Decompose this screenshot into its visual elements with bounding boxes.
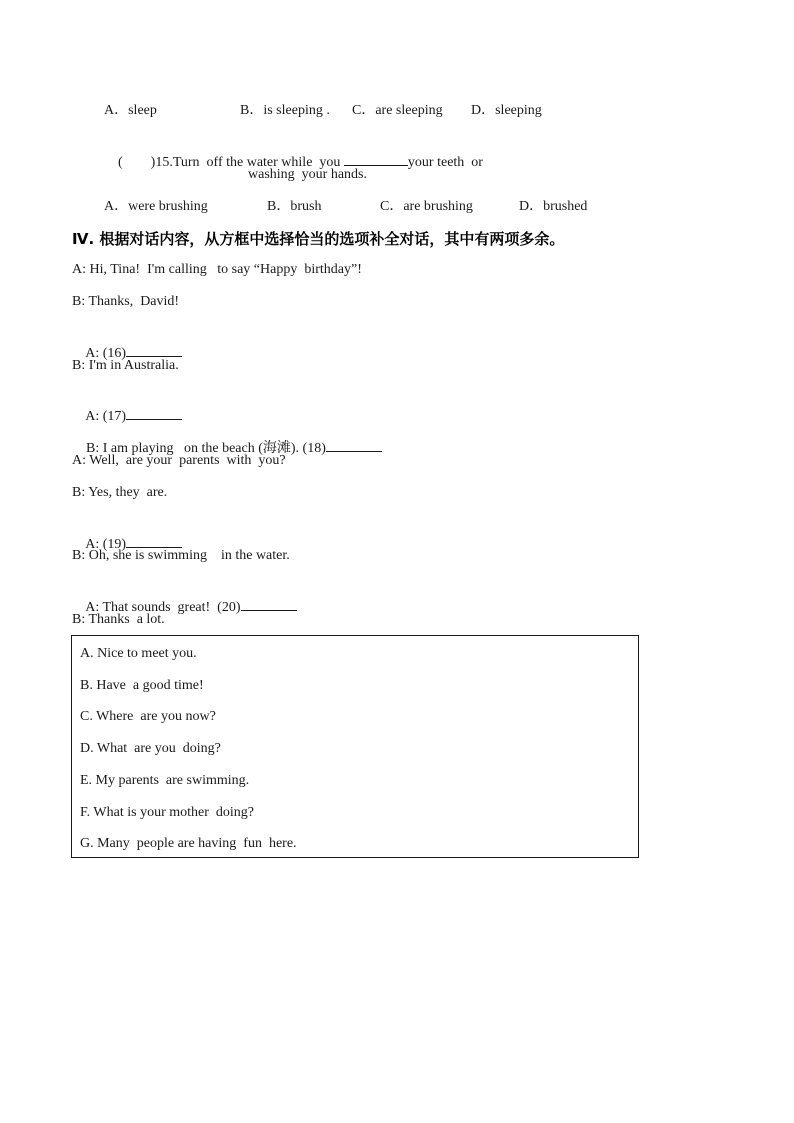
dialogue-line-6-text: B: I am playing on the beach (海滩). (18) xyxy=(86,441,326,456)
dialogue-line-12: B: Thanks a lot. xyxy=(72,612,165,627)
dialogue-line-10: B: Oh, she is swimming in the water. xyxy=(72,548,290,563)
box-option-c: C. Where are you now? xyxy=(80,709,216,724)
dialogue-line-8: B: Yes, they are. xyxy=(72,485,168,500)
q15-option-d: D．brushed xyxy=(519,199,588,214)
q15-option-c: C．are brushing xyxy=(380,199,473,214)
blank-20[interactable] xyxy=(241,597,297,611)
blank-19[interactable] xyxy=(126,534,182,548)
q15-option-a: A．were brushing xyxy=(104,199,208,214)
section-4-heading: Ⅳ. 根据对话内容，从方框中选择恰当的选项补全对话，其中有两项多余。 xyxy=(72,230,565,248)
q15-answer-blank[interactable] xyxy=(344,152,408,166)
q14-option-a: A．sleep xyxy=(104,103,157,118)
dialogue-line-9-text: A: (19) xyxy=(85,537,127,552)
q15-stem-prefix: ( )15.Turn off the water while you xyxy=(118,155,344,170)
box-option-d: D. What are you doing? xyxy=(80,741,221,756)
q14-option-b: B．is sleeping . xyxy=(240,103,330,118)
dialogue-line-1: A: Hi, Tina! I'm calling to say “Happy birthday”! xyxy=(72,262,362,277)
blank-18[interactable] xyxy=(326,438,382,452)
blank-17[interactable] xyxy=(126,406,182,420)
dialogue-line-2: B: Thanks, David! xyxy=(72,294,180,309)
dialogue-line-5-text: A: (17) xyxy=(85,409,127,424)
dialogue-line-7: A: Well, are your parents with you? xyxy=(72,453,286,468)
box-option-b: B. Have a good time! xyxy=(80,678,204,693)
box-option-e: E. My parents are swimming. xyxy=(80,773,250,788)
q15-stem-line2: washing your hands. xyxy=(248,167,367,182)
dialogue-line-3-text: A: (16) xyxy=(85,346,127,361)
box-option-f: F. What is your mother doing? xyxy=(80,805,254,820)
dialogue-line-11-text: A: That sounds great! (20) xyxy=(85,600,241,615)
box-option-g: G. Many people are having fun here. xyxy=(80,836,297,851)
q15-option-b: B．brush xyxy=(267,199,322,214)
q15-stem-suffix: your teeth or xyxy=(407,155,483,170)
q14-option-c: C．are sleeping xyxy=(352,103,443,118)
blank-16[interactable] xyxy=(126,343,182,357)
dialogue-line-4: B: I'm in Australia. xyxy=(72,358,179,373)
box-option-a: A. Nice to meet you. xyxy=(80,646,197,661)
q14-option-d: D．sleeping xyxy=(471,103,542,118)
options-box xyxy=(71,635,639,858)
